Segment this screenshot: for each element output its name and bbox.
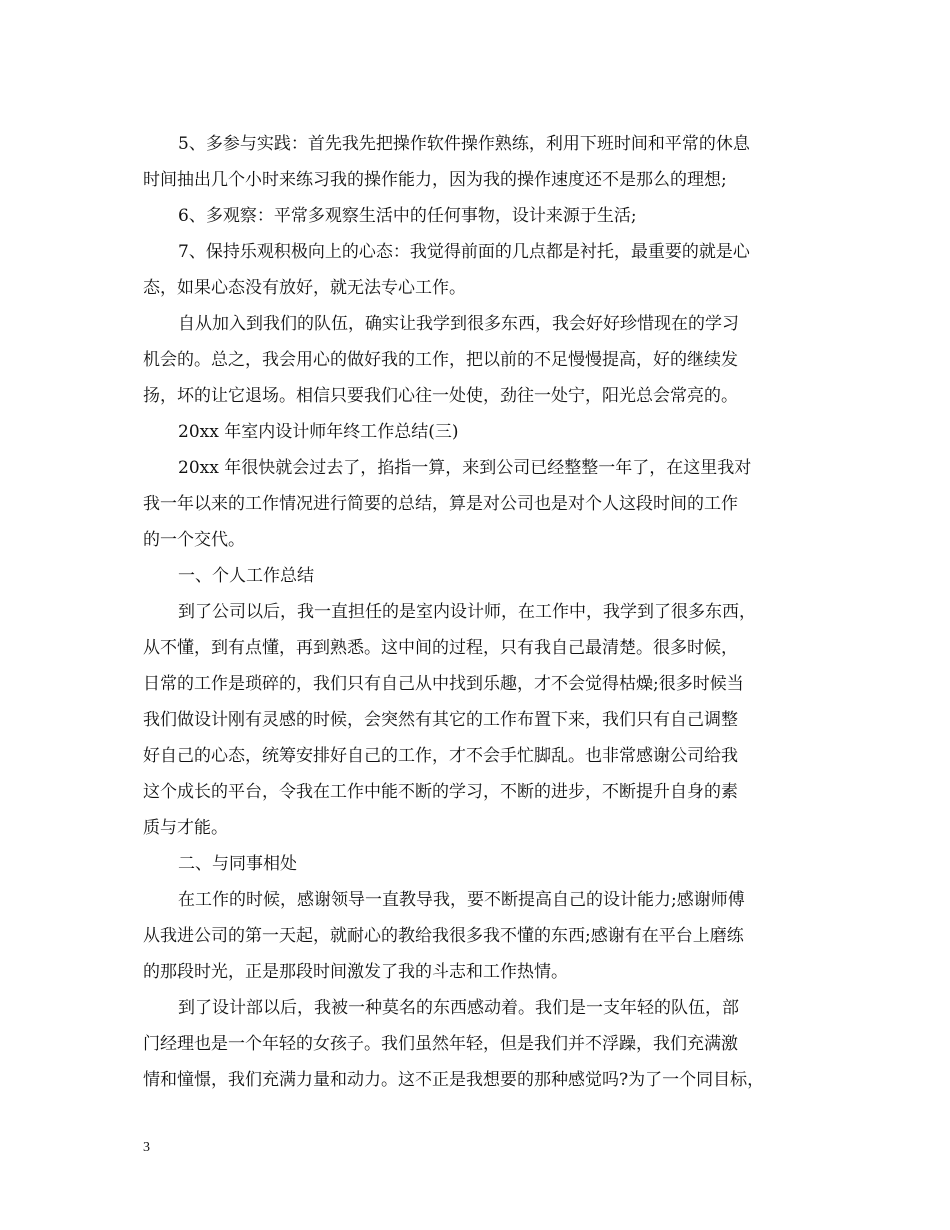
text-line: 扬，坏的让它退场。相信只要我们心往一处使，劲往一处宁，阳光总会常亮的。 [143,386,738,406]
text-line: 的那段时光，正是那段时间激发了我的斗志和工作热情。 [143,962,568,982]
section-title: 20xx 年室内设计师年终工作总结(三) [178,422,459,442]
page-number: 3 [143,1140,150,1155]
section-heading: 一、个人工作总结 [178,566,314,586]
text-line: 我们做设计刚有灵感的时候，会突然有其它的工作布置下来，我们只有自己调整 [143,710,738,730]
text-line: 机会的。总之，我会用心的做好我的工作，把以前的不足慢慢提高，好的继续发 [143,350,738,370]
text-line: 6、多观察：平常多观察生活中的任何事物，设计来源于生活; [178,206,637,226]
text-line: 到了设计部以后，我被一种莫名的东西感动着。我们是一支年轻的队伍，部 [178,998,739,1018]
text-line: 质与才能。 [143,818,228,838]
text-line: 态，如果心态没有放好，就无法专心工作。 [143,278,466,298]
text-line: 我一年以来的工作情况进行简要的总结，算是对公司也是对个人这段时间的工作 [143,494,738,514]
text-line: 好自己的心态，统筹安排好自己的工作，才不会手忙脚乱。也非常感谢公司给我 [143,746,738,766]
text-line: 从不懂，到有点懂，再到熟悉。这中间的过程，只有我自己最清楚。很多时候， [143,638,738,658]
text-line: 的一个交代。 [143,530,245,550]
text-line: 自从加入到我们的队伍，确实让我学到很多东西，我会好好珍惜现在的学习 [178,314,739,334]
section-heading: 二、与同事相处 [178,854,297,874]
text-line: 7、保持乐观积极向上的心态：我觉得前面的几点都是衬托，最重要的就是心 [178,242,750,262]
text-line: 到了公司以后，我一直担任的是室内设计师，在工作中，我学到了很多东西， [178,602,756,622]
text-line: 情和憧憬，我们充满力量和动力。这不正是我想要的那种感觉吗?为了一个同目标， [143,1070,765,1090]
text-line: 门经理也是一个年轻的女孩子。我们虽然年轻，但是我们并不浮躁，我们充满激 [143,1034,738,1054]
text-line: 这个成长的平台，令我在工作中能不断的学习，不断的进步，不断提升自身的素 [143,782,738,802]
text-line: 在工作的时候，感谢领导一直教导我，要不断提高自己的设计能力;感谢师傅 [178,890,745,910]
text-line: 从我进公司的第一天起，就耐心的教给我很多我不懂的东西;感谢有在平台上磨练 [143,926,744,946]
text-line: 5、多参与实践：首先我先把操作软件操作熟练，利用下班时间和平常的休息 [178,134,750,154]
text-line: 日常的工作是琐碎的，我们只有自己从中找到乐趣，才不会觉得枯燥;很多时候当 [143,674,744,694]
text-line: 20xx 年很快就会过去了，掐指一算，来到公司已经整整一年了，在这里我对 [178,458,752,478]
text-line: 时间抽出几个小时来练习我的操作能力，因为我的操作速度还不是那么的理想; [143,170,727,190]
